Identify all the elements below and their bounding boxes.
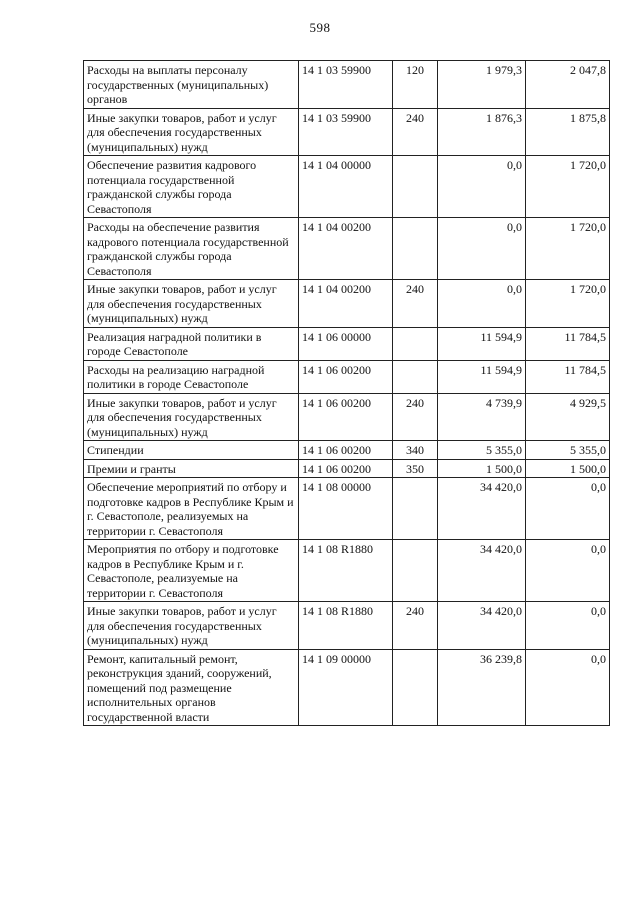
amount-year1-cell: 11 594,9 [438, 327, 526, 360]
expense-type-code-cell: 240 [393, 393, 438, 441]
expense-type-code-cell [393, 478, 438, 540]
amount-year1-cell: 34 420,0 [438, 540, 526, 602]
amount-year1-cell: 1 876,3 [438, 108, 526, 156]
expense-name-cell: Расходы на обеспечение развития кадрового потенциала государственной гражданской службы города Севастополя [84, 218, 299, 280]
table-row [84, 649, 610, 726]
expense-type-code-cell [393, 360, 438, 393]
amount-year1-cell: 1 979,3 [438, 61, 526, 109]
target-article-code-cell: 14 1 04 00200 [299, 280, 393, 328]
amount-year2-cell: 0,0 [526, 602, 610, 650]
expense-name-cell: Премии и гранты [84, 459, 299, 478]
expense-type-code-cell: 120 [393, 61, 438, 109]
table-row [84, 393, 610, 441]
expense-name-cell: Обеспечение развития кадрового потенциала государственной гражданской службы города Севастополя [84, 156, 299, 218]
amount-year1-cell: 34 420,0 [438, 602, 526, 650]
table-row [84, 156, 610, 218]
table-row [84, 478, 610, 540]
amount-year2-cell: 2 047,8 [526, 61, 610, 109]
expense-name-cell: Обеспечение мероприятий по отбору и подготовке кадров в Республике Крым и г. Севастополе, реализуемых на территории г. Севастополя [84, 478, 299, 540]
expense-name-cell: Ремонт, капитальный ремонт, реконструкция зданий, сооружений, помещений под размещение исполнительных органов государственной власти [84, 649, 299, 726]
target-article-code-cell: 14 1 03 59900 [299, 61, 393, 109]
expense-name-cell: Расходы на выплаты персоналу государственных (муниципальных) органов [84, 61, 299, 109]
amount-year1-cell: 1 500,0 [438, 459, 526, 478]
amount-year2-cell: 5 355,0 [526, 441, 610, 460]
expense-type-code-cell: 340 [393, 441, 438, 460]
table-row [84, 218, 610, 280]
amount-year1-cell: 5 355,0 [438, 441, 526, 460]
expense-type-code-cell [393, 540, 438, 602]
expense-type-code-cell [393, 156, 438, 218]
expense-type-code-cell: 240 [393, 108, 438, 156]
target-article-code-cell: 14 1 06 00000 [299, 327, 393, 360]
table-row [84, 459, 610, 478]
table-row [84, 602, 610, 650]
expense-name-cell: Иные закупки товаров, работ и услуг для обеспечения государственных (муниципальных) нужд [84, 108, 299, 156]
target-article-code-cell: 14 1 04 00200 [299, 218, 393, 280]
amount-year2-cell: 11 784,5 [526, 327, 610, 360]
amount-year2-cell: 0,0 [526, 540, 610, 602]
amount-year2-cell: 4 929,5 [526, 393, 610, 441]
target-article-code-cell: 14 1 06 00200 [299, 360, 393, 393]
table-row [84, 540, 610, 602]
target-article-code-cell: 14 1 08 R1880 [299, 540, 393, 602]
expense-type-code-cell: 240 [393, 602, 438, 650]
expense-name-cell: Мероприятия по отбору и подготовке кадров в Республике Крым и г. Севастополе, реализуемые на территории г. Севастополя [84, 540, 299, 602]
table-row [84, 360, 610, 393]
expense-name-cell: Иные закупки товаров, работ и услуг для обеспечения государственных (муниципальных) нужд [84, 280, 299, 328]
expense-type-code-cell: 350 [393, 459, 438, 478]
expense-name-cell: Иные закупки товаров, работ и услуг для обеспечения государственных (муниципальных) нужд [84, 602, 299, 650]
page-number: 598 [309, 20, 331, 35]
amount-year1-cell: 0,0 [438, 156, 526, 218]
amount-year2-cell: 11 784,5 [526, 360, 610, 393]
expense-name-cell: Реализация наградной политики в городе Севастополе [84, 327, 299, 360]
amount-year1-cell: 0,0 [438, 280, 526, 328]
target-article-code-cell: 14 1 06 00200 [299, 441, 393, 460]
amount-year2-cell: 1 720,0 [526, 156, 610, 218]
amount-year2-cell: 0,0 [526, 649, 610, 726]
target-article-code-cell: 14 1 08 R1880 [299, 602, 393, 650]
amount-year2-cell: 1 875,8 [526, 108, 610, 156]
target-article-code-cell: 14 1 06 00200 [299, 459, 393, 478]
amount-year1-cell: 11 594,9 [438, 360, 526, 393]
table-row [84, 61, 610, 109]
table-row [84, 280, 610, 328]
expense-type-code-cell [393, 649, 438, 726]
expense-type-code-cell [393, 327, 438, 360]
expense-name-cell: Стипендии [84, 441, 299, 460]
amount-year1-cell: 4 739,9 [438, 393, 526, 441]
table-row [84, 441, 610, 460]
table-row [84, 327, 610, 360]
amount-year2-cell: 0,0 [526, 478, 610, 540]
amount-year2-cell: 1 500,0 [526, 459, 610, 478]
amount-year1-cell: 36 239,8 [438, 649, 526, 726]
target-article-code-cell: 14 1 06 00200 [299, 393, 393, 441]
expense-type-code-cell: 240 [393, 280, 438, 328]
target-article-code-cell: 14 1 09 00000 [299, 649, 393, 726]
amount-year2-cell: 1 720,0 [526, 280, 610, 328]
target-article-code-cell: 14 1 08 00000 [299, 478, 393, 540]
target-article-code-cell: 14 1 03 59900 [299, 108, 393, 156]
target-article-code-cell: 14 1 04 00000 [299, 156, 393, 218]
expense-name-cell: Иные закупки товаров, работ и услуг для обеспечения государственных (муниципальных) нужд [84, 393, 299, 441]
amount-year1-cell: 34 420,0 [438, 478, 526, 540]
expense-name-cell: Расходы на реализацию наградной политики в городе Севастополе [84, 360, 299, 393]
table-row [84, 108, 610, 156]
budget-table [83, 60, 610, 726]
amount-year2-cell: 1 720,0 [526, 218, 610, 280]
budget-table-body [84, 61, 610, 726]
amount-year1-cell: 0,0 [438, 218, 526, 280]
expense-type-code-cell [393, 218, 438, 280]
